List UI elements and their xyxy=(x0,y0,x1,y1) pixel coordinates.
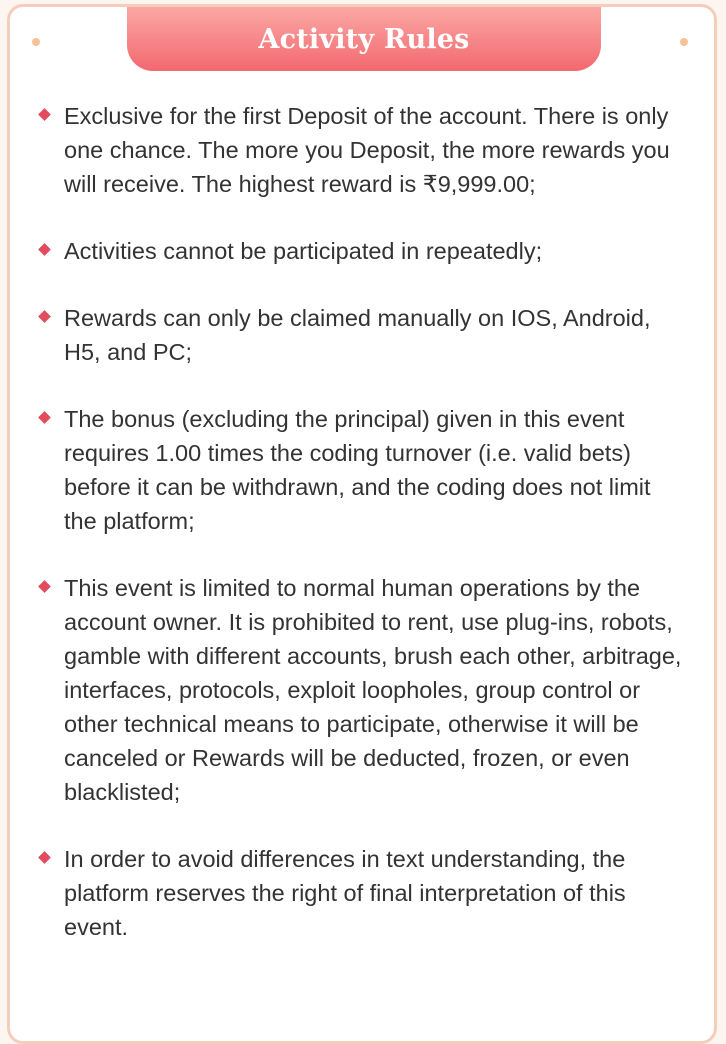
rule-text: In order to avoid differences in text understanding, the platform reserves the right of final interpretation of this event. xyxy=(64,846,626,940)
rule-item xyxy=(37,234,687,268)
rule-item xyxy=(37,571,687,809)
diamond-bullet-icon xyxy=(38,108,51,121)
diamond-bullet-icon xyxy=(38,310,51,323)
rule-text: Activities cannot be participated in repeatedly; xyxy=(64,238,543,264)
rule-text: Rewards can only be claimed manually on IOS, Android, H5, and PC; xyxy=(64,305,651,365)
rule-item xyxy=(37,301,687,369)
rule-text: Exclusive for the first Deposit of the account. There is only one chance. The more you Deposit, the more rewards you will receive. The highest reward is ₹9,999.00; xyxy=(64,103,670,197)
diamond-bullet-icon xyxy=(38,851,51,864)
rule-item xyxy=(37,402,687,538)
page-title: Activity Rules xyxy=(258,23,470,55)
diamond-bullet-icon xyxy=(38,411,51,424)
diamond-bullet-icon xyxy=(38,580,51,593)
activity-rules-card xyxy=(7,4,717,1044)
decorative-dot-right xyxy=(680,38,688,46)
header-banner xyxy=(127,7,601,71)
decorative-dot-left xyxy=(32,38,40,46)
rule-text: The bonus (excluding the principal) given in this event requires 1.00 times the coding turnover (i.e. valid bets) before it can be withdrawn, and the coding does not limit the platform; xyxy=(64,406,651,534)
rule-text: This event is limited to normal human operations by the account owner. It is prohibited to rent, use plug-ins, robots, gamble with different accounts, brush each other, arbitrage, interfaces, protocols, exploit loopholes, group control or other technical means to participate, otherwise it will be canceled or Rewards will be deducted, frozen, or even blacklisted; xyxy=(64,575,682,805)
diamond-bullet-icon xyxy=(38,243,51,256)
rule-item xyxy=(37,99,687,201)
rules-list xyxy=(37,99,687,977)
rule-item xyxy=(37,842,687,944)
